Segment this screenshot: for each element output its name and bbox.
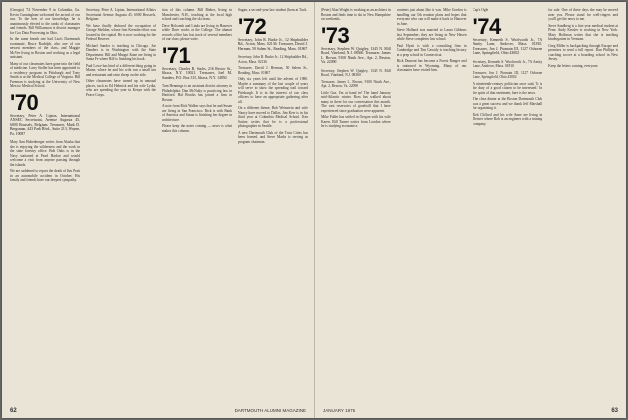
class-heading-block	[238, 13, 308, 52]
class-officers: Secretary, Charles R. Sachs, 216 Rector St., Ithaca, N.Y. 10021. Treasurer, Joel M. Sanders, P.O. Box 315, Ithaca, N.Y. 14850	[162, 66, 232, 80]
class-heading-block	[10, 89, 80, 137]
paragraph: Sugan, a second-year law student (born at Tuck.	[238, 8, 308, 12]
paragraph: contents just about like it was. Mike Gordon is handling our 5th reunion plans and hopes that everyone who can will make it back to Hanover in June.	[396, 8, 467, 26]
paragraph: Paul Lowe has kind of a different thing going in Maine, where he and his wife run a small inn and restaurant and raise sheep on the side.	[86, 63, 156, 77]
class-year-heading: '72	[238, 13, 267, 39]
left-page	[2, 2, 314, 418]
paragraph: We have finally deduced the occupation of George Sheldon, whose first Kremlin effort was located in the capital. He is now working for the Federal Reserve.	[86, 23, 156, 41]
paragraph: Treasurer, Jon J. Ptomain III, 1127 Osborne Lane, Springfield, Ohio 43002	[472, 70, 543, 80]
page-number: 62	[10, 408, 17, 414]
paragraph: (Georgia) '74 November 9 in Columbia, Ga. Kevin Cunningham welcomed the arrival of our son. To the best of our knowledge, he is unanimously elected to the ranks of classmates and friends. Bill Williamson is district manager for Cox Data Processing in Ohio.	[10, 8, 80, 35]
paragraph: Tom Hennings is an assistant district attorney in Philadelphia. Dan McNulty is practicing law in Hartford. Hal Brooks has joined a firm in Boston.	[162, 84, 232, 102]
class-year-heading: '70	[10, 89, 39, 115]
paragraph: Many of our classmates have gone into the field of medicine. Larry Stoller has been appointed to a residency program in Pittsburgh and Tony Smith is at the Medical College of Virginia. Bill Freeman is studying at the University of New Mexico Medical School.	[10, 61, 80, 88]
paragraph: Treasurer, James L. Brown, 9100 Ninth Ave., Apt. 2, Reston, Va. 22090	[321, 79, 391, 89]
left-column-2	[86, 8, 156, 400]
paragraph: Dave Holcomb and Linda are living in Hanover while Dave works at the College. The alumni records office has lost track of several members of our class; please write.	[162, 23, 232, 41]
paragraph: Only six years left until the advent of 1980. Maybe a summary of the last couple of years will serve to show the spreading trail toward Pittsburgh. It is in the interest of our class officers to have an appropriate gathering after all.	[238, 77, 308, 104]
right-column-3	[473, 8, 543, 400]
class-year-heading: '74	[472, 13, 501, 39]
class-heading-block	[472, 13, 543, 56]
magazine-spread	[2, 2, 626, 418]
publication-name: DARTMOUTH ALUMNI MAGAZINE	[234, 408, 306, 413]
paragraph: A note from Rick Walker says that he and Susan are living in San Francisco. Rick is with Bank of America and Susan is finishing her degree in architecture.	[162, 104, 232, 122]
left-column-4	[238, 8, 308, 400]
left-column-3	[162, 8, 232, 400]
paragraph: Mike Fuller has settled in Oregon with his wife Karen. Bill Turner writes from London where he is studying economics.	[321, 115, 391, 129]
right-columns	[321, 8, 618, 400]
right-column-4	[548, 8, 618, 400]
paragraph: Michael Sandor is teaching in Chicago. Joe Danders is in Washington with the State Department. Bill and Margot Kane are living in Santa Fe where Bill is finishing his book.	[86, 43, 156, 61]
paragraph: On a different theme, Bob Weinstein and wife Nancy have moved to Dallas. Jim Kerr is in his third year at Columbia Medical School. Ken Sutton writes that he is a professional photographer in Seattle.	[238, 106, 308, 129]
paragraph: Cap's Ogle	[472, 8, 489, 12]
right-column-2	[397, 8, 467, 400]
page-number: 63	[611, 408, 618, 414]
class-heading-block	[162, 42, 232, 81]
paragraph: Rob Clifford and his wife Anne are living in Denver where Rob is an engineer with a mining company.	[472, 112, 543, 126]
class-officers: Secretary, Stephen W. Quigley, 1345 N. Mill Road, Vineland, N.J. 08360. Treasurer, James L. Brown, 9100 Ninth Ave., Apt. 2, Reston, Va. 22090	[321, 46, 391, 65]
right-column-1	[321, 8, 391, 400]
right-page	[314, 2, 626, 418]
paragraph: Greg Miller is backpacking through Europe and promises to send a full report. Dan Phillips is coaching soccer at a boarding school in New Jersey.	[548, 43, 618, 61]
paragraph: Steve Holland was married to Laura Gibbons last September; they are living in New Haven while Steve completes law school.	[396, 28, 467, 41]
paragraph: Keep the letters coming, everyone.	[548, 63, 599, 68]
paragraph: Secretary, John R. Burke Jr., 12 Shipbuilder Rd., Acton, Mass. 02136	[238, 55, 308, 64]
paragraph: Treasurer, David J. Herman, 50 Salem St., Reading, Mass. 01867	[238, 66, 308, 75]
class-year-heading: '73	[321, 22, 350, 48]
issue-date: JANUARY 1975	[323, 408, 356, 413]
paragraph: In the same breath one had Lisa's Dartmouth roommate, Bruce Rudolph, also one of our newest members of the class, and Maggie McVee living in Boston and working as a legal assistant.	[10, 37, 80, 59]
paragraph: Steve Sandberg is a first-year medical student at Penn. Andy Kessler is working in New York. Mary Hoffman writes that she is teaching kindergarten in Vermont.	[548, 23, 618, 41]
paragraph: We are saddened to report the death of Jim Pratt in an automobile accident in October. His family and friends have our deepest sympathy.	[10, 169, 80, 183]
paragraph: Other classmates have turned up in unusual places, such as Ed Helmick and his wife Lydia, who are spending the year in Kenya with the Peace Corps.	[86, 79, 156, 97]
right-page-footer	[323, 408, 618, 414]
class-year-heading: '71	[162, 42, 191, 68]
class-heading-block	[321, 22, 391, 65]
paragraph: Secretary, Stephen W. Quigley, 1345 N. Mill Road, Vineland, N.J. 08360	[321, 68, 391, 78]
class-officers: Secretary, Kenneth S. Woolworth Jr., 7A Amity Lane, Andover, Mass. 01810. Treasurer, Jon J. Ptomain III, 1127 Osborne Lane, Springfield, Ohio 43002	[472, 37, 543, 56]
left-columns	[10, 8, 308, 400]
paragraph: A nineteenth-century politician once said, 'It is the duty of a good citizen to be interested.' In the spirit of that sentiment, here is the news.	[472, 81, 543, 95]
paragraph: Secretary, Kenneth S. Woolworth Jr., 7A Amity Lane, Andover, Mass. 01810	[472, 59, 543, 69]
paragraph: The class dinner at the Boston Dartmouth Club was a great success and we thank Jeff Marshall for organizing it.	[472, 97, 543, 111]
paragraph: Please keep the notes coming — news is what makes this column.	[162, 124, 232, 133]
paragraph: (Peter) Alan Wright is working as an architect in Boston and finds time to ski in New Hampshire on weekends.	[321, 8, 391, 21]
paragraph: tion of this column. Bill Bieber, living in Manchester, N.H., teaching at the local high school and coaching the ski team.	[162, 8, 232, 21]
paragraph: A new Dartmouth Club of the Twin Cities has been formed, and Steve Marks is serving as program chairman.	[238, 130, 308, 144]
paragraph: Paul Hyatt is with a consulting firm in Cambridge and Tim Cassidy is teaching history at a prep school in Connecticut.	[396, 43, 467, 57]
paragraph: Little Gus. I'm at hand in! The hand January mid-Atlantic winter. Ross has walked about many in there for our conversation this month. The vast reservoirs of goodwill that I have experienced since graduation were apparent.	[321, 90, 391, 113]
paragraph: for sale. One of these days she may be moved near you. Please stand for well-ringers and you'll get the news to me.	[548, 8, 618, 21]
class-officers: Secretary, Peter A. Lipton, International ANSEC Secretariat, Avenue Augusta 45, 6000 Brussels, Belgium. Treasurer, Mark D. Bergsman, 443 Park Blvd., Suite 213, Wayne, Pa. 19087	[10, 113, 80, 136]
paragraph: Secretary, Peter A. Lipton, International Affairs Secretariat Avenue Augusta 45, 6000 Brussels, Belgium	[86, 8, 156, 21]
left-page-footer	[10, 408, 306, 414]
paragraph: Rick Dumont has become a Forest Ranger and is stationed in Wyoming. Many of our classmates have visited him.	[396, 59, 467, 72]
class-officers: Secretary, John R. Burke Jr., 12 Shipbuilder Rd., Acton, Mass. 02136. Treasurer, David J. Herman, 50 Salem St., Reading, Mass. 01867	[238, 37, 308, 51]
paragraph: Mary Ann Hohenberger writes from Alaska that she is enjoying the wilderness and the work in the state forestry office. Bob Oaks is in the Navy stationed at Pearl Harbor and would welcome a visit from anyone passing through the islands.	[10, 140, 80, 167]
left-column-1	[10, 8, 80, 400]
